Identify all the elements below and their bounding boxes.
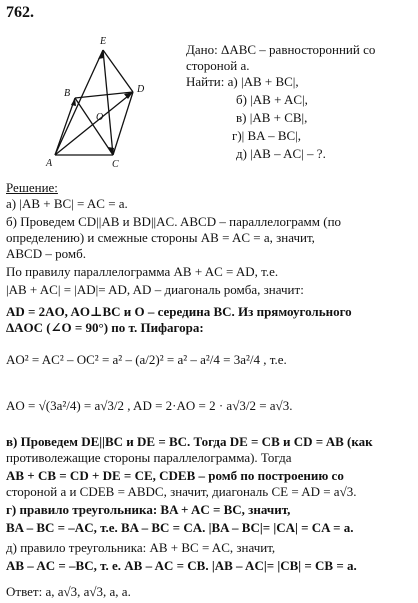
given-line-2: стороной а. bbox=[186, 58, 250, 73]
label-o: O bbox=[96, 112, 104, 123]
solution-line: AB + CB = CD + DE = CE, CDEB – ромб по построению со bbox=[6, 468, 344, 483]
solution-line: б) Проведем CD||AB и BD||AC. ABCD – параллелограмм (по bbox=[6, 214, 342, 229]
diagonal-bc bbox=[75, 98, 113, 155]
solution-line: AO² = AC² – OC² = a² – (a/2)² = a² – a²/4 = 3a²/4 , т.е. bbox=[6, 352, 287, 367]
find-a: Найти: а) |AB + BC|, bbox=[186, 74, 299, 89]
solution-line: д) правило треугольника: AB + BC = AC, значит, bbox=[6, 540, 276, 555]
diagonal-ec bbox=[103, 50, 113, 155]
solution-line: ABCD – ромб. bbox=[6, 246, 86, 261]
solution-line: определению) и смежные стороны AB = AC = а, значит, bbox=[6, 230, 315, 245]
solution-line: AD = 2AO, AO⊥BC и O – середина BC. Из прямоугольного bbox=[6, 304, 352, 319]
solution-line: По правилу параллелограмма AB + AC = AD, т.е. bbox=[6, 264, 279, 279]
arrowhead-e bbox=[98, 50, 104, 59]
given-line-1: Дано: ΔАВС – равносторонний со bbox=[186, 42, 376, 57]
solution-line: г) правило треугольника: BA + AC = BC, значит, bbox=[6, 502, 291, 517]
find-e: д) |AB – AC| – ?. bbox=[236, 146, 326, 161]
solution-line: в) Проведем DE||BC и DE = BC. Тогда DE = CB и CD = AB (как bbox=[6, 434, 373, 449]
label-c: C bbox=[112, 159, 119, 170]
solution-line: AB – AC = –BC, т. е. AB – AC = CB. |AB – AC|= |CB| = CB = а. bbox=[6, 558, 357, 573]
solution-heading: Решение: bbox=[6, 180, 58, 195]
find-d: г)| BA – BC|, bbox=[232, 128, 302, 143]
solution-line: |AB + AC| = |AD|= AD, AD – диагональ ромба, значит: bbox=[6, 282, 304, 297]
problem-number: 762. bbox=[6, 4, 34, 21]
solution-line: а) |AB + BC| = AC = а. bbox=[6, 196, 128, 211]
rhombus-figure bbox=[40, 30, 160, 170]
solution-line: противолежащие стороны параллелограмма). Тогда bbox=[6, 450, 292, 465]
label-b: B bbox=[64, 88, 71, 99]
solution-line: стороной а и CDEB = ABDC, значит, диагональ CE = AD = а√3. bbox=[6, 484, 357, 499]
arrowhead-c bbox=[108, 147, 114, 155]
segment-ed bbox=[103, 50, 133, 92]
segment-dc bbox=[113, 92, 133, 155]
solution-line: ΔAOC (∠O = 90°) по т. Пифагора: bbox=[6, 320, 204, 335]
solution-line: BA – BC = –AC, т.е. BA – BC = CA. |BA – BC|= |CA| = CA = а. bbox=[6, 520, 354, 535]
label-a: A bbox=[46, 158, 53, 169]
label-d: D bbox=[137, 84, 145, 95]
solution-line: AO = √(3a²/4) = a√3/2 , AD = 2·AO = 2 · a√3/2 = a√3. bbox=[6, 398, 293, 413]
find-b: б) |AB + AC|, bbox=[236, 92, 308, 107]
label-e: E bbox=[100, 36, 107, 47]
find-c: в) |AB + CB|, bbox=[236, 110, 308, 125]
segment-ae bbox=[55, 50, 103, 155]
answer-line: Ответ: а, а√3, а√3, а, а. bbox=[6, 584, 131, 599]
